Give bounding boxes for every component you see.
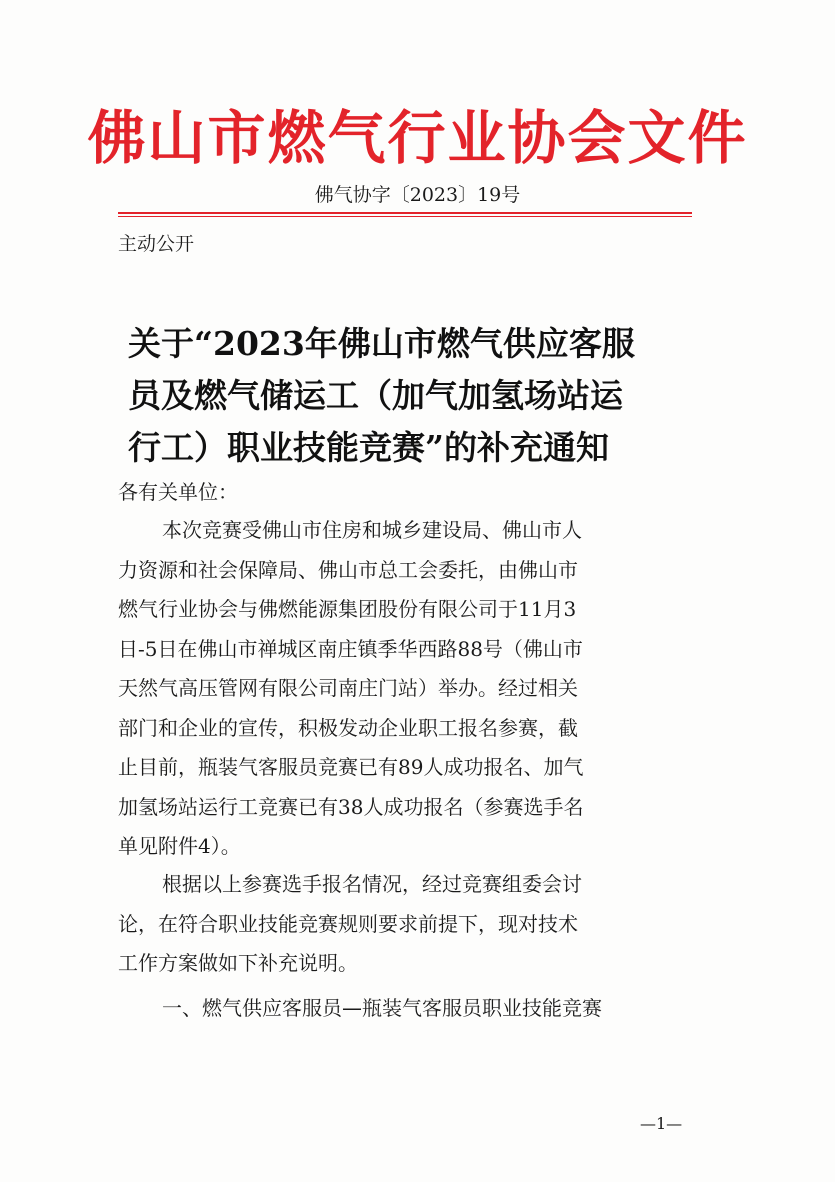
disclosure-label: 主动公开	[118, 233, 195, 255]
paragraph-1	[118, 511, 708, 867]
paragraph-line: 根据以上参赛选手报名情况，经过竞赛组委会讨	[162, 872, 582, 896]
paragraph-2	[118, 865, 708, 984]
paragraph-line: 本次竞赛受佛山市住房和城乡建设局、佛山市人	[162, 518, 582, 542]
paragraph-line: 天然气高压管网有限公司南庄门站）举办。经过相关	[118, 676, 578, 700]
document-header-title: 佛山市燃气行业协会文件	[87, 104, 748, 172]
paragraph-line: 日-5日在佛山市禅城区南庄镇季华西路88号（佛山市	[118, 636, 583, 661]
paragraph-line: 单见附件4）。	[118, 834, 241, 858]
paragraph-line: 工作方案做如下补充说明。	[118, 951, 358, 975]
notice-title-line: 行工）职业技能竞赛”的补充通知	[128, 428, 609, 467]
notice-title	[128, 318, 708, 474]
salutation: 各有关单位：	[118, 480, 238, 504]
page-number: —1—	[640, 1114, 683, 1133]
paragraph-line: 部门和企业的宣传，积极发动企业职工报名参赛，截	[118, 715, 578, 740]
section-1-heading: 一、燃气供应客服员—瓶装气客服员职业技能竞赛	[162, 996, 602, 1020]
document-number: 佛气协字〔2023〕19号	[314, 184, 521, 206]
notice-title-line: 员及燃气储运工（加气加氢场站运	[128, 376, 623, 415]
paragraph-line: 止目前，瓶装气客服员竞赛已有89人成功报名、加气	[118, 755, 584, 779]
header-red-rule	[118, 212, 692, 214]
paragraph-line: 燃气行业协会与佛燃能源集团股份有限公司于11月3	[118, 597, 577, 621]
paragraph-line: 加氢场站运行工竞赛已有38人成功报名（参赛选手名	[118, 794, 584, 819]
notice-title-line: 关于“2023年佛山市燃气供应客服	[128, 324, 635, 363]
header-red-rule-thin	[118, 216, 692, 217]
paragraph-line: 论，在符合职业技能竞赛规则要求前提下，现对技术	[118, 911, 578, 936]
paragraph-line: 力资源和社会保障局、佛山市总工会委托，由佛山市	[118, 557, 578, 582]
